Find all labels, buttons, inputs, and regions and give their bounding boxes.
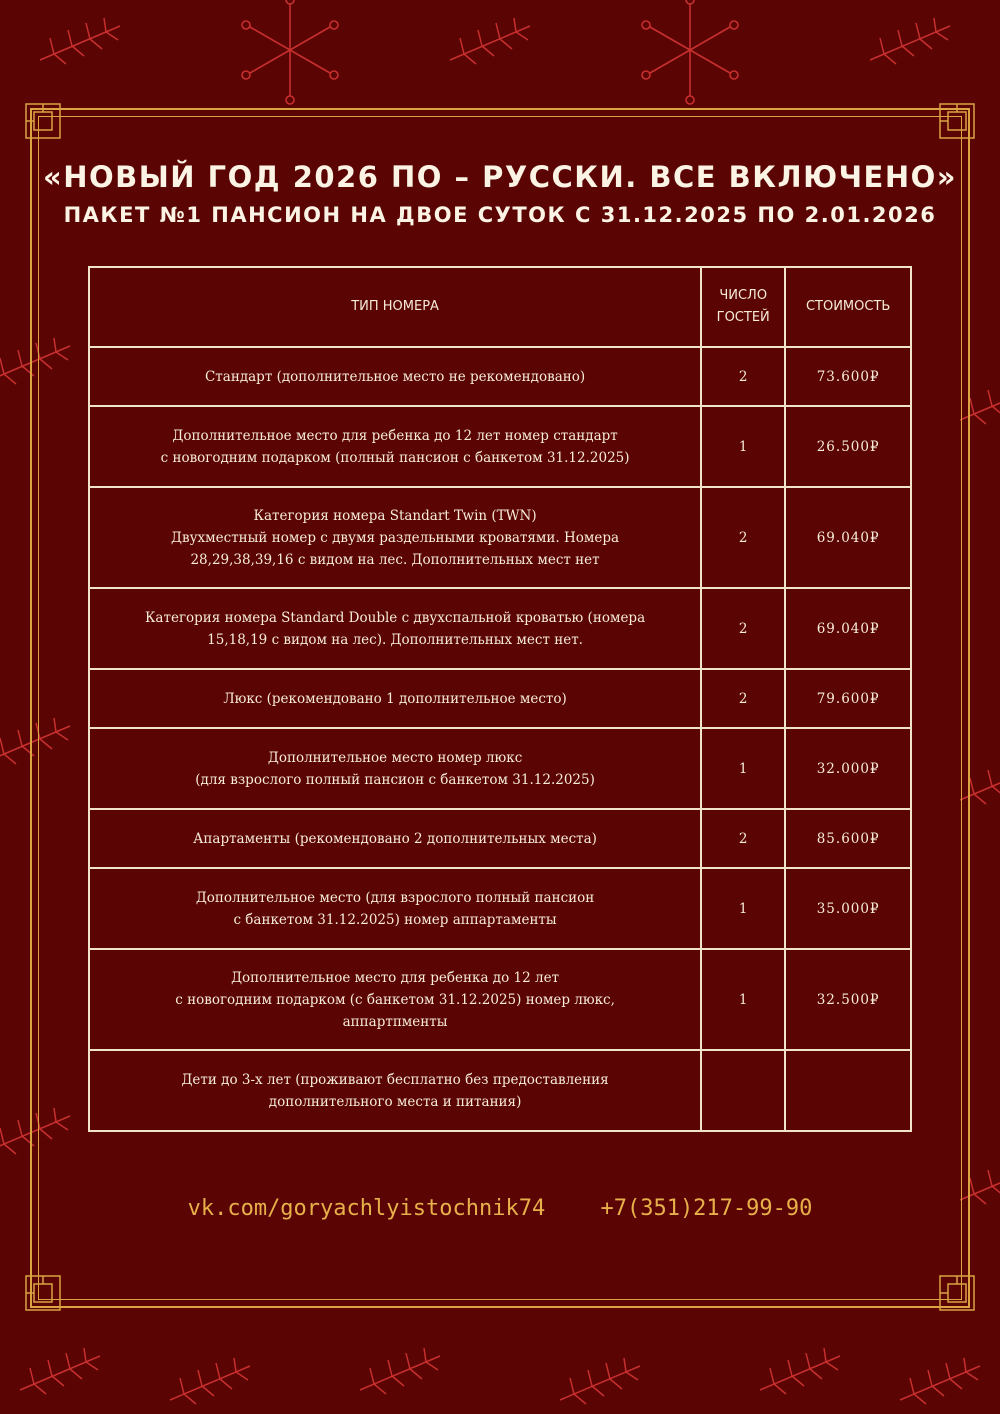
guests-cell: 2: [701, 487, 785, 588]
room-type-cell: [89, 669, 701, 728]
table-row: [89, 406, 911, 487]
room-type-line: Люкс (рекомендовано 1 дополнительное место): [223, 690, 567, 707]
table-header-row: [89, 267, 911, 347]
room-type-cell: [89, 1050, 701, 1131]
guests-cell: 1: [701, 949, 785, 1050]
room-type-line: 28,29,38,39,16 с видом на лес. Дополнительных мест нет: [190, 551, 600, 568]
contacts: [0, 1196, 1000, 1221]
room-type-cell: [89, 728, 701, 809]
room-type-line: дополнительного места и питания): [268, 1093, 522, 1110]
price-cell: 35.000₽: [785, 868, 911, 949]
price-cell: 69.040₽: [785, 588, 911, 669]
header-price: СТОИМОСТЬ: [785, 267, 911, 347]
room-type-line: аппартпменты: [342, 1013, 448, 1030]
table-row: [89, 669, 911, 728]
guests-cell: [701, 1050, 785, 1131]
header-guests: [701, 267, 785, 347]
room-type-line: (для взрослого полный пансион с банкетом 31.12.2025): [195, 771, 595, 788]
guests-cell: 1: [701, 868, 785, 949]
room-type-cell: [89, 347, 701, 406]
room-type-line: с банкетом 31.12.2025) номер аппартаменты: [233, 911, 557, 928]
price-cell: 69.040₽: [785, 487, 911, 588]
guests-cell: 2: [701, 809, 785, 868]
room-type-line: Дополнительное место для ребенка до 12 лет номер стандарт: [172, 427, 618, 444]
price-cell: 26.500₽: [785, 406, 911, 487]
header-room-type: ТИП НОМЕРА: [89, 267, 701, 347]
price-cell: 32.500₽: [785, 949, 911, 1050]
price-cell: [785, 1050, 911, 1131]
page-title: «НОВЫЙ ГОД 2026 ПО – РУССКИ. ВСЕ ВКЛЮЧЕНО»: [42, 160, 958, 194]
room-type-line: Дополнительное место (для взрослого полный пансион: [195, 889, 595, 906]
guests-cell: 2: [701, 588, 785, 669]
page-subtitle: ПАКЕТ №1 ПАНСИОН НА ДВОЕ СУТОК С 31.12.2025 ПО 2.01.2026: [63, 203, 937, 227]
room-type-line: с новогодним подарком (полный пансион с банкетом 31.12.2025): [160, 449, 630, 466]
price-table: [88, 266, 912, 1132]
price-cell: 85.600₽: [785, 809, 911, 868]
room-type-cell: [89, 588, 701, 669]
room-type-line: Апартаменты (рекомендовано 2 дополнительных места): [193, 830, 597, 847]
guests-cell: 2: [701, 669, 785, 728]
room-type-line: с новогодним подарком (с банкетом 31.12.2025) номер люкс,: [175, 991, 615, 1008]
phone-number[interactable]: +7(351)217-99-90: [600, 1196, 813, 1221]
table-row: [89, 809, 911, 868]
header-guests-line1: ЧИСЛО: [719, 288, 768, 303]
room-type-cell: [89, 868, 701, 949]
room-type-line: Категория номера Standart Twin (TWN): [253, 507, 537, 524]
room-type-line: Дети до 3-х лет (проживают бесплатно без предоставления: [181, 1071, 609, 1088]
guests-cell: 1: [701, 406, 785, 487]
room-type-line: Дополнительное место для ребенка до 12 лет: [231, 969, 560, 986]
room-type-cell: [89, 487, 701, 588]
room-type-line: Двухместный номер с двумя раздельными кроватями. Номера: [171, 529, 620, 546]
guests-cell: 2: [701, 347, 785, 406]
room-type-line: Дополнительное место номер люкс: [267, 749, 523, 766]
room-type-line: Стандарт (дополнительное место не рекомендовано): [204, 368, 586, 385]
table-row: [89, 347, 911, 406]
room-type-line: 15,18,19 с видом на лес). Дополнительных мест нет.: [207, 631, 583, 648]
table-row: [89, 728, 911, 809]
table-row: [89, 949, 911, 1050]
table-row: [89, 487, 911, 588]
header-guests-line2: ГОСТЕЙ: [716, 310, 770, 325]
price-cell: 32.000₽: [785, 728, 911, 809]
table-row: [89, 1050, 911, 1131]
price-cell: 73.600₽: [785, 347, 911, 406]
table-row: [89, 588, 911, 669]
room-type-cell: [89, 949, 701, 1050]
vk-link[interactable]: vk.com/goryachlyistochnik74: [187, 1196, 546, 1221]
room-type-cell: [89, 406, 701, 487]
guests-cell: 1: [701, 728, 785, 809]
table-row: [89, 868, 911, 949]
price-cell: 79.600₽: [785, 669, 911, 728]
room-type-line: Категория номера Standard Double с двухспальной кроватью (номера: [144, 609, 646, 626]
room-type-cell: [89, 809, 701, 868]
